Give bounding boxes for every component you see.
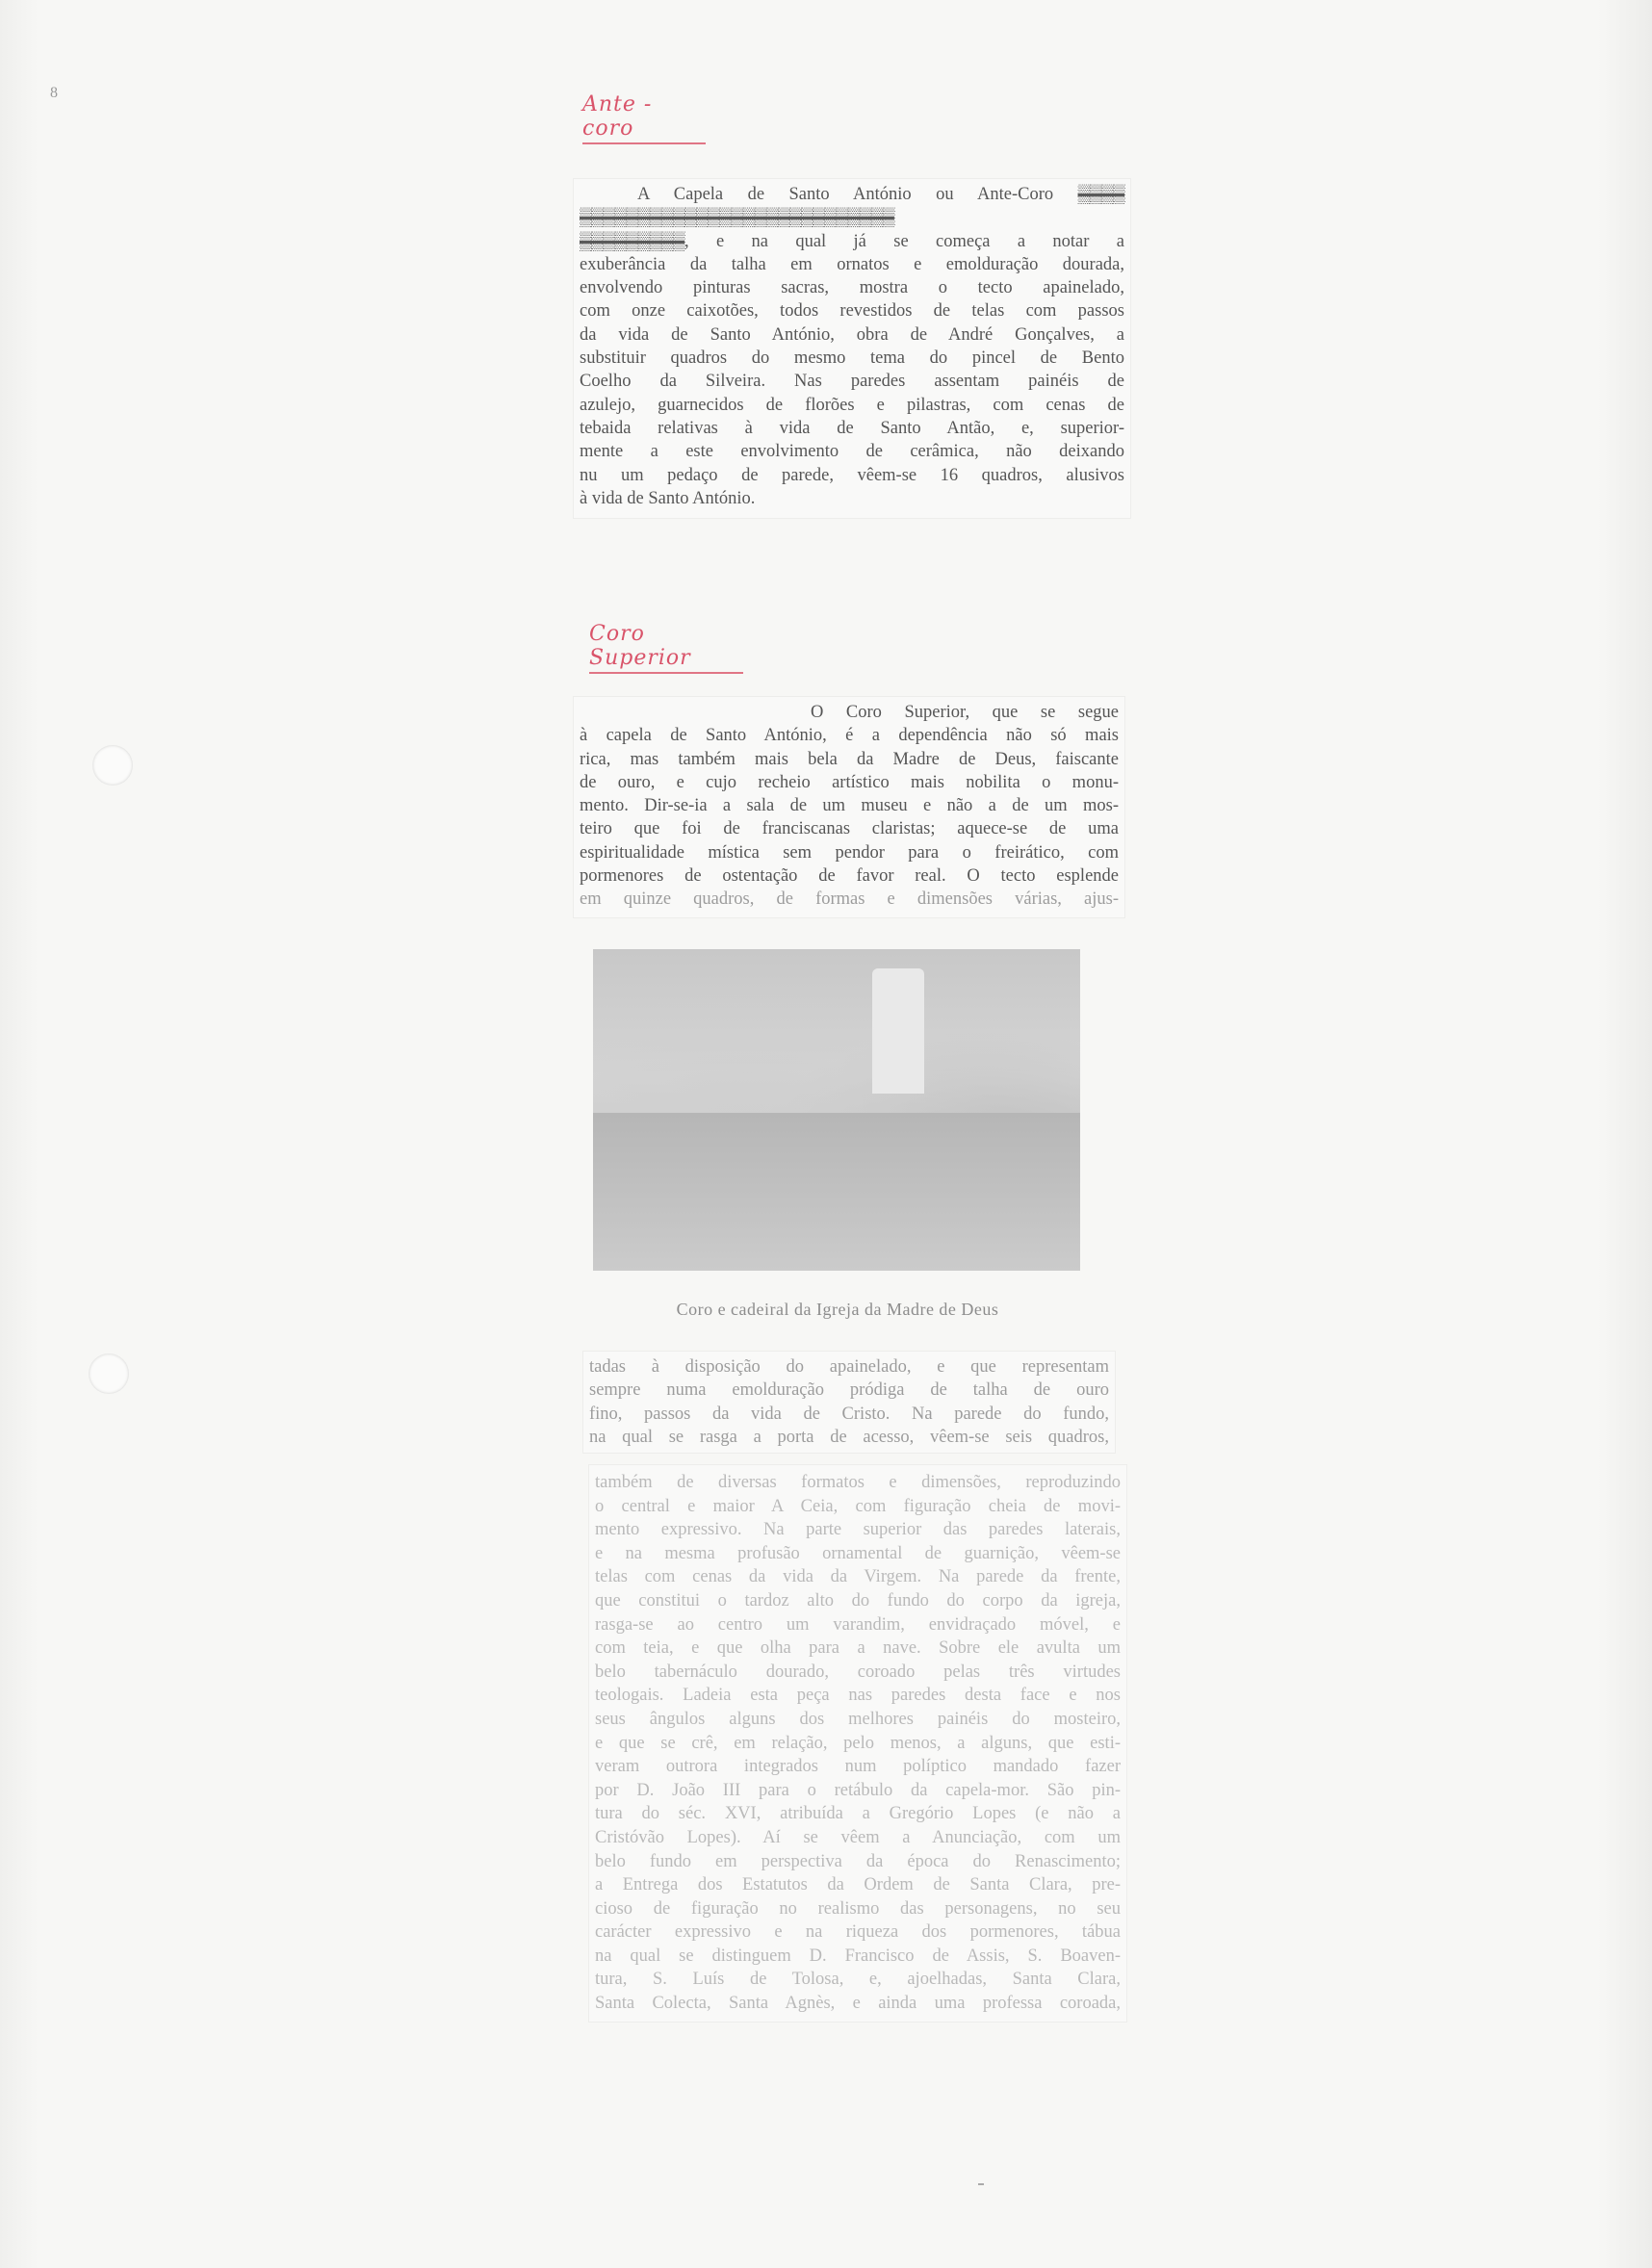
handwritten-heading-ante-coro: Ante - coro (582, 92, 706, 144)
text-line: tadas à disposição do apainelado, e que representam (589, 1357, 1109, 1377)
handwritten-heading-coro-superior: Coro Superior (589, 622, 743, 674)
text-line: teologais. Ladeia esta peça nas paredes desta face e nos (595, 1686, 1121, 1706)
page-number-mark: 8 (50, 85, 58, 101)
text-line: sempre numa emolduração pródiga de talha de ouro (589, 1380, 1109, 1401)
text-line: na qual se rasga a porta de acesso, vêem-se seis quadros, (589, 1427, 1109, 1447)
photo-coro-cadeiral (593, 949, 1080, 1271)
text-line: com teia, e que olha para a nave. Sobre ele avulta um (595, 1638, 1121, 1659)
punch-hole (89, 1353, 129, 1394)
page-mark (978, 2183, 984, 2185)
text-line: cioso de figuração no realismo das personagens, no seu (595, 1898, 1121, 1919)
punch-hole (92, 745, 133, 786)
photo-detail (593, 1113, 1080, 1271)
text-line: rica, mas também mais bela da Madre de Deus, faiscante (580, 749, 1119, 769)
text-line: mento expressivo. Na parte superior das paredes laterais, (595, 1520, 1121, 1540)
text-line: substituir quadros do mesmo tema do pincel de Bento (580, 348, 1124, 369)
clipping-ante-coro (574, 179, 1130, 518)
text-line: à vida de Santo António. (580, 488, 756, 508)
text-line: à capela de Santo António, é a dependência não só mais (580, 726, 1119, 746)
text-line: telas com cenas da vida da Virgem. Na parede da frente, (595, 1567, 1121, 1587)
text-line: que constitui o tardoz alto do fundo do corpo da igreja, (595, 1590, 1121, 1611)
photo-caption: Coro e cadeiral da Igreja da Madre de Deus (676, 1300, 999, 1319)
text-line: rasga-se ao centro um varandim, envidraçado móvel, e (595, 1614, 1121, 1635)
text-line: tura, S. Luís de Tolosa, e, ajoelhadas, Santa Clara, (595, 1970, 1121, 1990)
text-line: e que se crê, em relação, pelo menos, a alguns, que esti- (595, 1733, 1121, 1753)
text-line: e na mesma profusão ornamental de guarnição, vêem-se (595, 1543, 1121, 1563)
struck-out-text: ▒▒▒▒ (1077, 185, 1124, 204)
struck-out-line: ▒▒▒▒▒▒▒▒▒▒▒▒▒▒▒▒▒▒▒▒▒▒▒▒▒▒▒ (580, 208, 894, 228)
text-line: Cristóvão Lopes). Aí se vêem a Anunciação, com um (595, 1827, 1121, 1847)
text-line: Coelho da Silveira. Nas paredes assentam painéis de (580, 372, 1124, 392)
text-line: também de diversas formatos e dimensões, reproduzindo (595, 1473, 1121, 1492)
text-line: na qual se distinguem D. Francisco de Assis, S. Boaven- (595, 1946, 1121, 1966)
text-line: teiro que foi de franciscanas claristas; aquece-se de uma (580, 819, 1119, 839)
clipping-continuation (583, 1352, 1115, 1453)
text-line: fino, passos da vida de Cristo. Na parede do fundo, (589, 1404, 1109, 1424)
text-line: A Capela de Santo António ou Ante-Coro ▒▒▒▒ (580, 183, 1124, 206)
text-line: mento. Dir-se-ia a sala de um museu e não a de um mos- (580, 796, 1119, 816)
clipping-faded-column (589, 1465, 1126, 2022)
text-line: tebaida relativas à vida de Santo Antão, e, superior- (580, 418, 1124, 438)
clipping-coro-superior (574, 697, 1124, 917)
text-line: com onze caixotões, todos revestidos de telas com passos (580, 301, 1124, 322)
text-line: exuberância da talha em ornatos e emolduração dourada, (580, 254, 1124, 274)
text-line: tura do séc. XVI, atribuída a Gregório Lopes (e não a (595, 1804, 1121, 1824)
text-line: da vida de Santo António, obra de André Gonçalves, a (580, 324, 1124, 345)
text-line: Santa Colecta, Santa Agnès, e ainda uma professa coroada, (595, 1994, 1121, 2014)
text-line: nu um pedaço de parede, vêem-se 16 quadros, alusivos (580, 465, 1124, 485)
text-line: de ouro, e cujo recheio artístico mais nobilita o monu- (580, 772, 1119, 792)
text-line: seus ângulos alguns dos melhores painéis do mosteiro, (595, 1709, 1121, 1729)
text-line: por D. João III para o retábulo da capela-mor. São pin- (595, 1780, 1121, 1800)
text-line: veram outrora integrados num políptico mandado fazer (595, 1757, 1121, 1777)
text-line: a Entrega dos Estatutos da Ordem de Santa Clara, pre- (595, 1875, 1121, 1895)
text-line: azulejo, guarnecidos de florões e pilastras, com cenas de (580, 395, 1124, 415)
text-line: belo fundo em perspectiva da época do Renascimento; (595, 1851, 1121, 1871)
photo-detail (872, 968, 924, 1094)
text-line: envolvendo pinturas sacras, mostra o tecto apainelado, (580, 278, 1124, 298)
text-line: espiritualidade mística sem pendor para o freirático, com (580, 842, 1119, 863)
text-line: mente a este envolvimento de cerâmica, não deixando (580, 442, 1124, 462)
text-line: O Coro Superior, que se segue (811, 703, 1119, 722)
text-line: carácter expressivo e na riqueza dos pormenores, tábua (595, 1922, 1121, 1943)
text-line: o central e maior A Ceia, com figuração cheia de movi- (595, 1496, 1121, 1516)
text-line: em quinze quadros, de formas e dimensões várias, ajus- (580, 889, 1119, 910)
text-line: belo tabernáculo dourado, coroado pelas três virtudes (595, 1662, 1121, 1682)
text-line: ▒▒▒▒▒▒▒▒▒, e na qual já se começa a notar a (580, 231, 1124, 251)
text-line: pormenores de ostentação de favor real. O tecto esplende (580, 866, 1119, 887)
